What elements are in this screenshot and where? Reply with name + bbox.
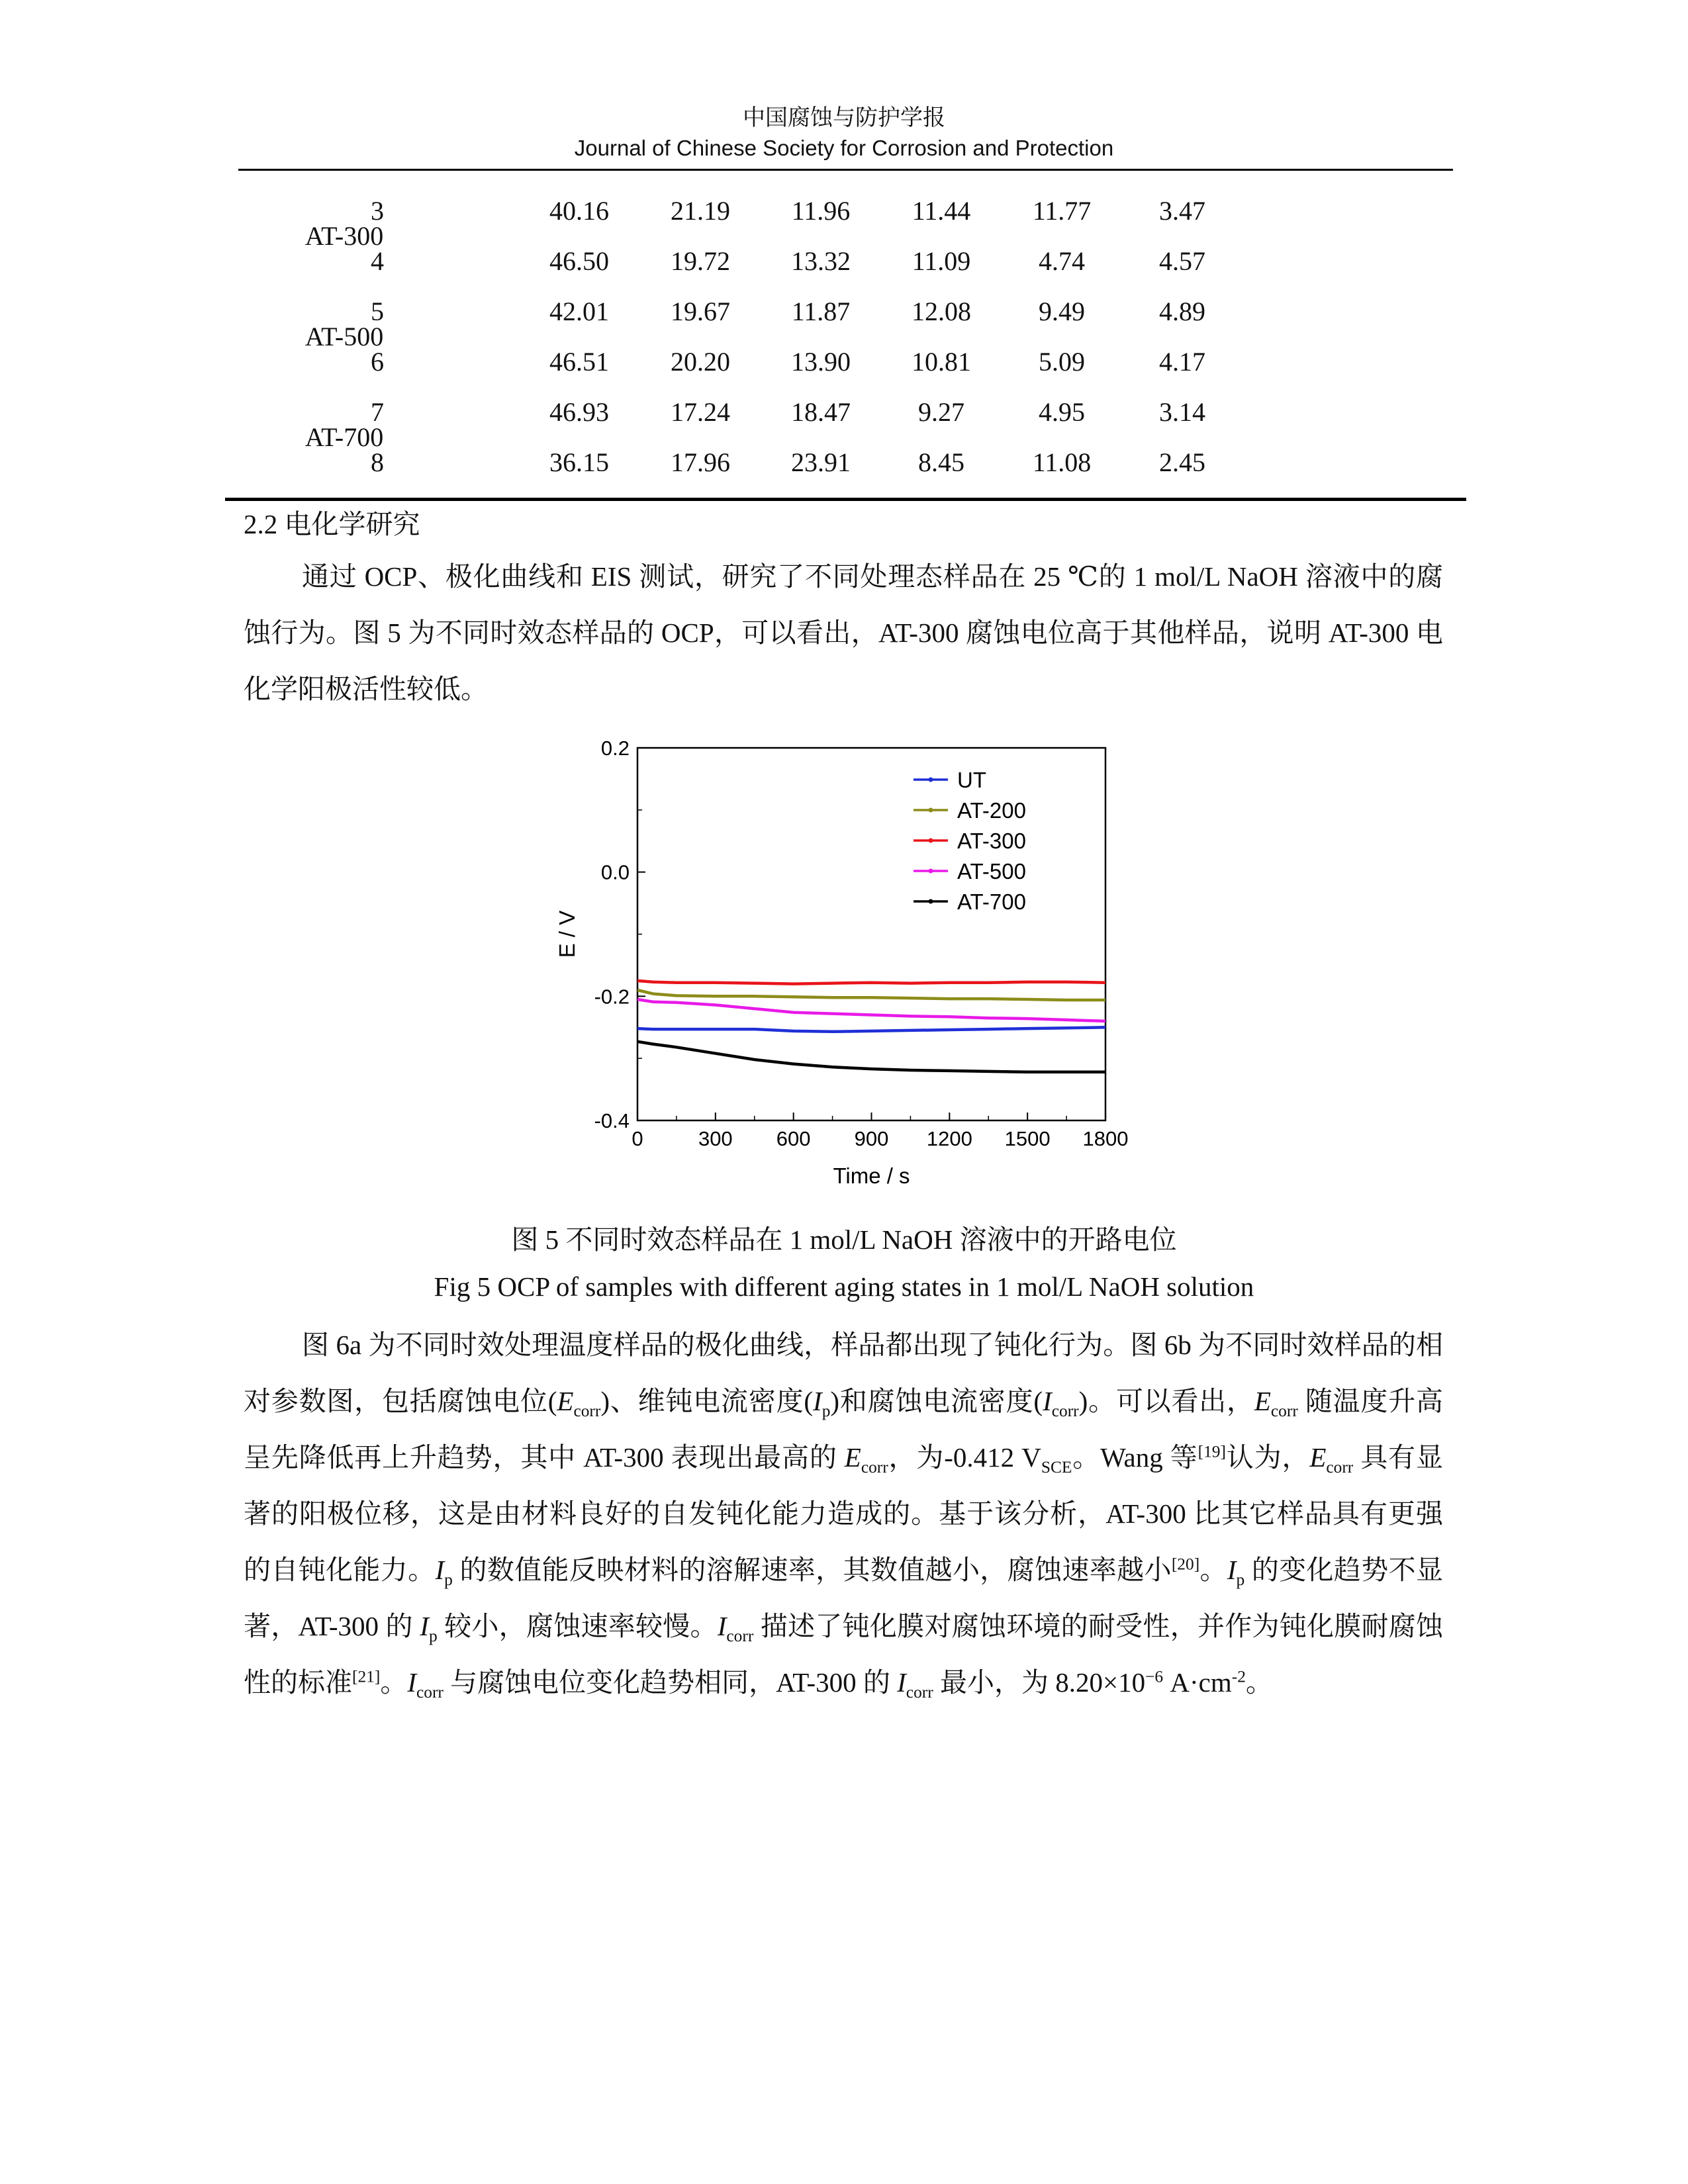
figure-caption-cn: 图 5 不同时效态样品在 1 mol/L NaOH 溶液中的开路电位 xyxy=(511,1224,1177,1255)
table-cell: 13.90 xyxy=(791,347,851,377)
table-cell: 19.72 xyxy=(671,246,730,276)
table-cell: 2.45 xyxy=(1159,447,1205,477)
paragraph-1-text: 通过 OCP、极化曲线和 EIS 测试，研究了不同处理态样品在 25 ℃的 1 mol/L NaOH 溶液中的腐蚀行为。图 5 为不同时效态样品的 OCP，可以看出，AT-300 腐蚀电位高于其他样品，说明 AT-300 电化学阳极活性较低。 xyxy=(244,561,1443,704)
table-cell: 11.09 xyxy=(912,246,971,276)
journal-title-cn: 中国腐蚀与防护学报 xyxy=(743,105,945,131)
table-cell: 13.32 xyxy=(791,246,851,276)
table-cell: 46.51 xyxy=(549,347,609,377)
table-sample-no: 6 xyxy=(371,347,384,377)
table-cell: 4.17 xyxy=(1159,347,1205,377)
table-cell: 4.89 xyxy=(1159,296,1205,326)
y-tick-label: 0.2 xyxy=(600,737,630,760)
table-cell: 8.45 xyxy=(918,447,964,477)
x-tick-label: 1500 xyxy=(1004,1127,1051,1150)
table-cell: 4.57 xyxy=(1159,246,1205,276)
table-cell: 23.91 xyxy=(791,447,851,477)
table-group-label: AT-500 xyxy=(305,322,384,351)
legend-label: AT-500 xyxy=(957,859,1026,884)
x-tick-label: 1200 xyxy=(926,1127,972,1150)
x-tick-label: 1800 xyxy=(1082,1127,1129,1150)
table-cell: 18.47 xyxy=(791,397,851,427)
table-cell: 42.01 xyxy=(549,296,609,326)
series-line-at-700 xyxy=(637,1042,1105,1072)
legend-marker xyxy=(929,808,933,813)
table-cell: 11.44 xyxy=(912,196,971,226)
table-cell: 11.08 xyxy=(1032,447,1092,477)
table-cell: 11.77 xyxy=(1032,196,1092,226)
table-cell: 12.08 xyxy=(912,296,971,326)
table-cell: 46.50 xyxy=(549,246,609,276)
table-cell: 21.19 xyxy=(671,196,730,226)
table-cell: 20.20 xyxy=(671,347,730,377)
legend-marker xyxy=(929,839,933,843)
table-cell: 11.87 xyxy=(791,296,851,326)
legend-marker xyxy=(929,869,933,874)
table-cell: 36.15 xyxy=(549,447,609,477)
table-cell: 5.09 xyxy=(1039,347,1085,377)
table-cell: 17.96 xyxy=(671,447,730,477)
table-cell: 4.74 xyxy=(1039,246,1085,276)
table-sample-no: 7 xyxy=(371,397,384,427)
table-cell: 10.81 xyxy=(912,347,971,377)
header-rule xyxy=(238,169,1453,171)
table-cell: 40.16 xyxy=(549,196,609,226)
table-cell: 9.27 xyxy=(918,397,964,427)
table-sample-no: 3 xyxy=(371,196,384,226)
paragraph-2-text: 图 6a 为不同时效处理温度样品的极化曲线，样品都出现了钝化行为。图 6b 为不同时效样品的相对参数图，包括腐蚀电位$(E_{corr})$、维钝电流密度$(I_p)$和腐蚀电流密度$(I_{corr})$。可以看出，$E_{corr}$ 随温度升高呈先降低再上升趋势，其中 AT-300 表现出最高的 $E_{corr}$，为-0.412 $V_{SCE}$。Wang 等[19]认为，$E_{corr}$ 具有显著的阳极位移，这是由材料良好的自发钝化能力造成的。基于该分析，AT-300 比其它样品具有更强的自钝化能力。$I_p$ 的数值能反映材料的溶解速率，其数值越小，腐蚀速率越小[20]。$I_p$ 的变化趋势不显著，AT-300 的 $I_p$ 较小，腐蚀速率较慢。$I_{corr}$ 描述了钝化膜对腐蚀环境的耐受性，并作为钝化膜耐腐蚀性的标准[21]。$I_{corr}$ 与腐蚀电位变化趋势相同，AT-300 的 $I_{corr}$ 最小，为 $8.20\times 10^{-6}$ $A\cdot cm^{-2}$。 xyxy=(244,1330,1444,1702)
table-group-label: AT-300 xyxy=(305,221,384,251)
journal-title-en: Journal of Chinese Society for Corrosion and Protection xyxy=(574,136,1114,160)
table-cell: 4.95 xyxy=(1039,397,1085,427)
series-line-at-300 xyxy=(637,981,1105,984)
ocp-chart xyxy=(543,725,1139,1201)
y-tick-label: 0.0 xyxy=(600,860,630,884)
x-tick-label: 0 xyxy=(632,1127,643,1150)
legend-marker xyxy=(929,899,933,904)
y-tick-label: -0.4 xyxy=(594,1109,630,1132)
table-cell: 46.93 xyxy=(549,397,609,427)
table-sample-no: 5 xyxy=(371,296,384,326)
legend-label: UT xyxy=(957,768,986,792)
legend-label: AT-700 xyxy=(957,889,1026,914)
series-line-ut xyxy=(637,1027,1105,1032)
table-cell: 3.47 xyxy=(1159,196,1205,226)
table-cell: 11.96 xyxy=(791,196,851,226)
figure-caption-en: Fig 5 OCP of samples with different aging states in 1 mol/L NaOH solution xyxy=(434,1271,1254,1302)
y-axis-label: E / V xyxy=(555,910,579,958)
table-cell: 19.67 xyxy=(671,296,730,326)
table-cell: 9.49 xyxy=(1039,296,1085,326)
legend-label: AT-300 xyxy=(957,829,1026,853)
table-cell: 17.24 xyxy=(671,397,730,427)
legend-marker xyxy=(929,778,933,782)
x-axis-label: Time / s xyxy=(833,1163,910,1188)
x-tick-label: 900 xyxy=(854,1127,889,1150)
table-sample-no: 4 xyxy=(371,246,384,276)
series-line-at-500 xyxy=(637,999,1105,1021)
x-tick-label: 600 xyxy=(776,1127,811,1150)
paragraph-1 xyxy=(244,549,1443,717)
table-group-label: AT-700 xyxy=(305,422,384,452)
section-title: 2.2 电化学研究 xyxy=(244,509,420,539)
y-tick-label: -0.2 xyxy=(594,985,630,1009)
table-sample-no: 8 xyxy=(371,447,384,477)
x-tick-label: 300 xyxy=(698,1127,733,1150)
table-cell: 3.14 xyxy=(1159,397,1205,427)
plot-frame xyxy=(637,748,1105,1120)
paragraph-2 xyxy=(244,1317,1443,1711)
series-line-at-200 xyxy=(637,990,1105,1000)
legend-label: AT-200 xyxy=(957,798,1026,823)
